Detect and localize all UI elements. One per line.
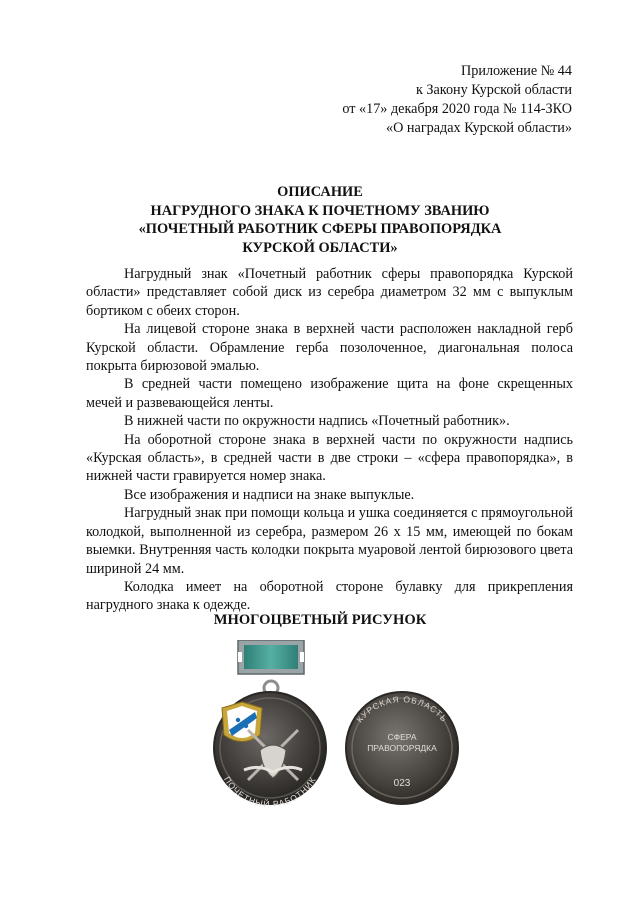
paragraph: На лицевой стороне знака в верхней части расположен накладной герб Курской области. Обрамление герба позолоченное, диагональная полоса покрыта бирюзовой эмалью. (86, 321, 573, 375)
paragraph: Нагрудный знак при помощи кольца и ушка соединяется с прямоугольной колодкой, выполненной из серебра, размером 26 х 15 мм, имеющей по бокам выемки. Внутренняя часть колодки покрыта муаровой лентой бирюзового цвета шириной 24 мм. (86, 505, 573, 577)
appendix-line-4: «О наградах Курской области» (386, 120, 572, 136)
appendix-line-3: от «17» декабря 2020 года № 114-ЗКО (342, 101, 572, 117)
back-middle-line-2: ПРАВОПОРЯДКА (367, 743, 437, 753)
paragraph: На оборотной стороне знака в верхней части по окружности надпись «Курская область», в средней части в две строки – «сфера правопорядка», в нижней части гравируется номер знака. (86, 431, 573, 485)
title-line-4: КУРСКОЙ ОБЛАСТИ» (242, 239, 398, 256)
back-serial-number: 023 (393, 778, 411, 789)
figure-heading: МНОГОЦВЕТНЫЙ РИСУНОК (213, 612, 427, 628)
title-line-2: НАГРУДНОГО ЗНАКА К ПОЧЕТНОМУ ЗВАНИЮ (150, 202, 490, 219)
medal-front (214, 692, 326, 809)
document-title (0, 183, 640, 257)
coat-of-arms-emblem (222, 702, 262, 742)
appendix-line-1: Приложение № 44 (461, 63, 572, 79)
medal-figure (200, 640, 460, 820)
paragraph: Колодка имеет на оборотной стороне булавку для прикрепления нагрудного знака к одежде. (86, 578, 573, 614)
ribbon-bar (238, 640, 304, 674)
title-line-3: «ПОЧЕТНЫЙ РАБОТНИК СФЕРЫ ПРАВОПОРЯДКА (138, 221, 502, 237)
title-line-1: ОПИСАНИЕ (277, 184, 363, 200)
appendix-line-2: к Закону Курской области (415, 82, 572, 98)
appendix-block (342, 62, 572, 138)
paragraph: Нагрудный знак «Почетный работник сферы правопорядка Курской области» представляет собой диск из серебра диаметром 32 мм с выпуклым бортиком с обеих сторон. (86, 266, 573, 319)
paragraph: В средней части помещено изображение щита на фоне скрещенных мечей и развевающейся ленты. (86, 376, 573, 411)
paragraph: В нижней части по окружности надпись «Почетный работник». (124, 413, 510, 430)
front-inscription: ПОЧЕТНЫЙ РАБОТНИК (221, 774, 318, 810)
paragraph: Все изображения и надписи на знаке выпуклые. (124, 486, 415, 503)
medal-illustration (200, 640, 460, 820)
back-middle-line-1: СФЕРА (387, 732, 417, 742)
medal-back (346, 692, 458, 804)
back-top-inscription: КУРСКАЯ ОБЛАСТЬ (354, 694, 450, 725)
description-body (86, 265, 573, 615)
